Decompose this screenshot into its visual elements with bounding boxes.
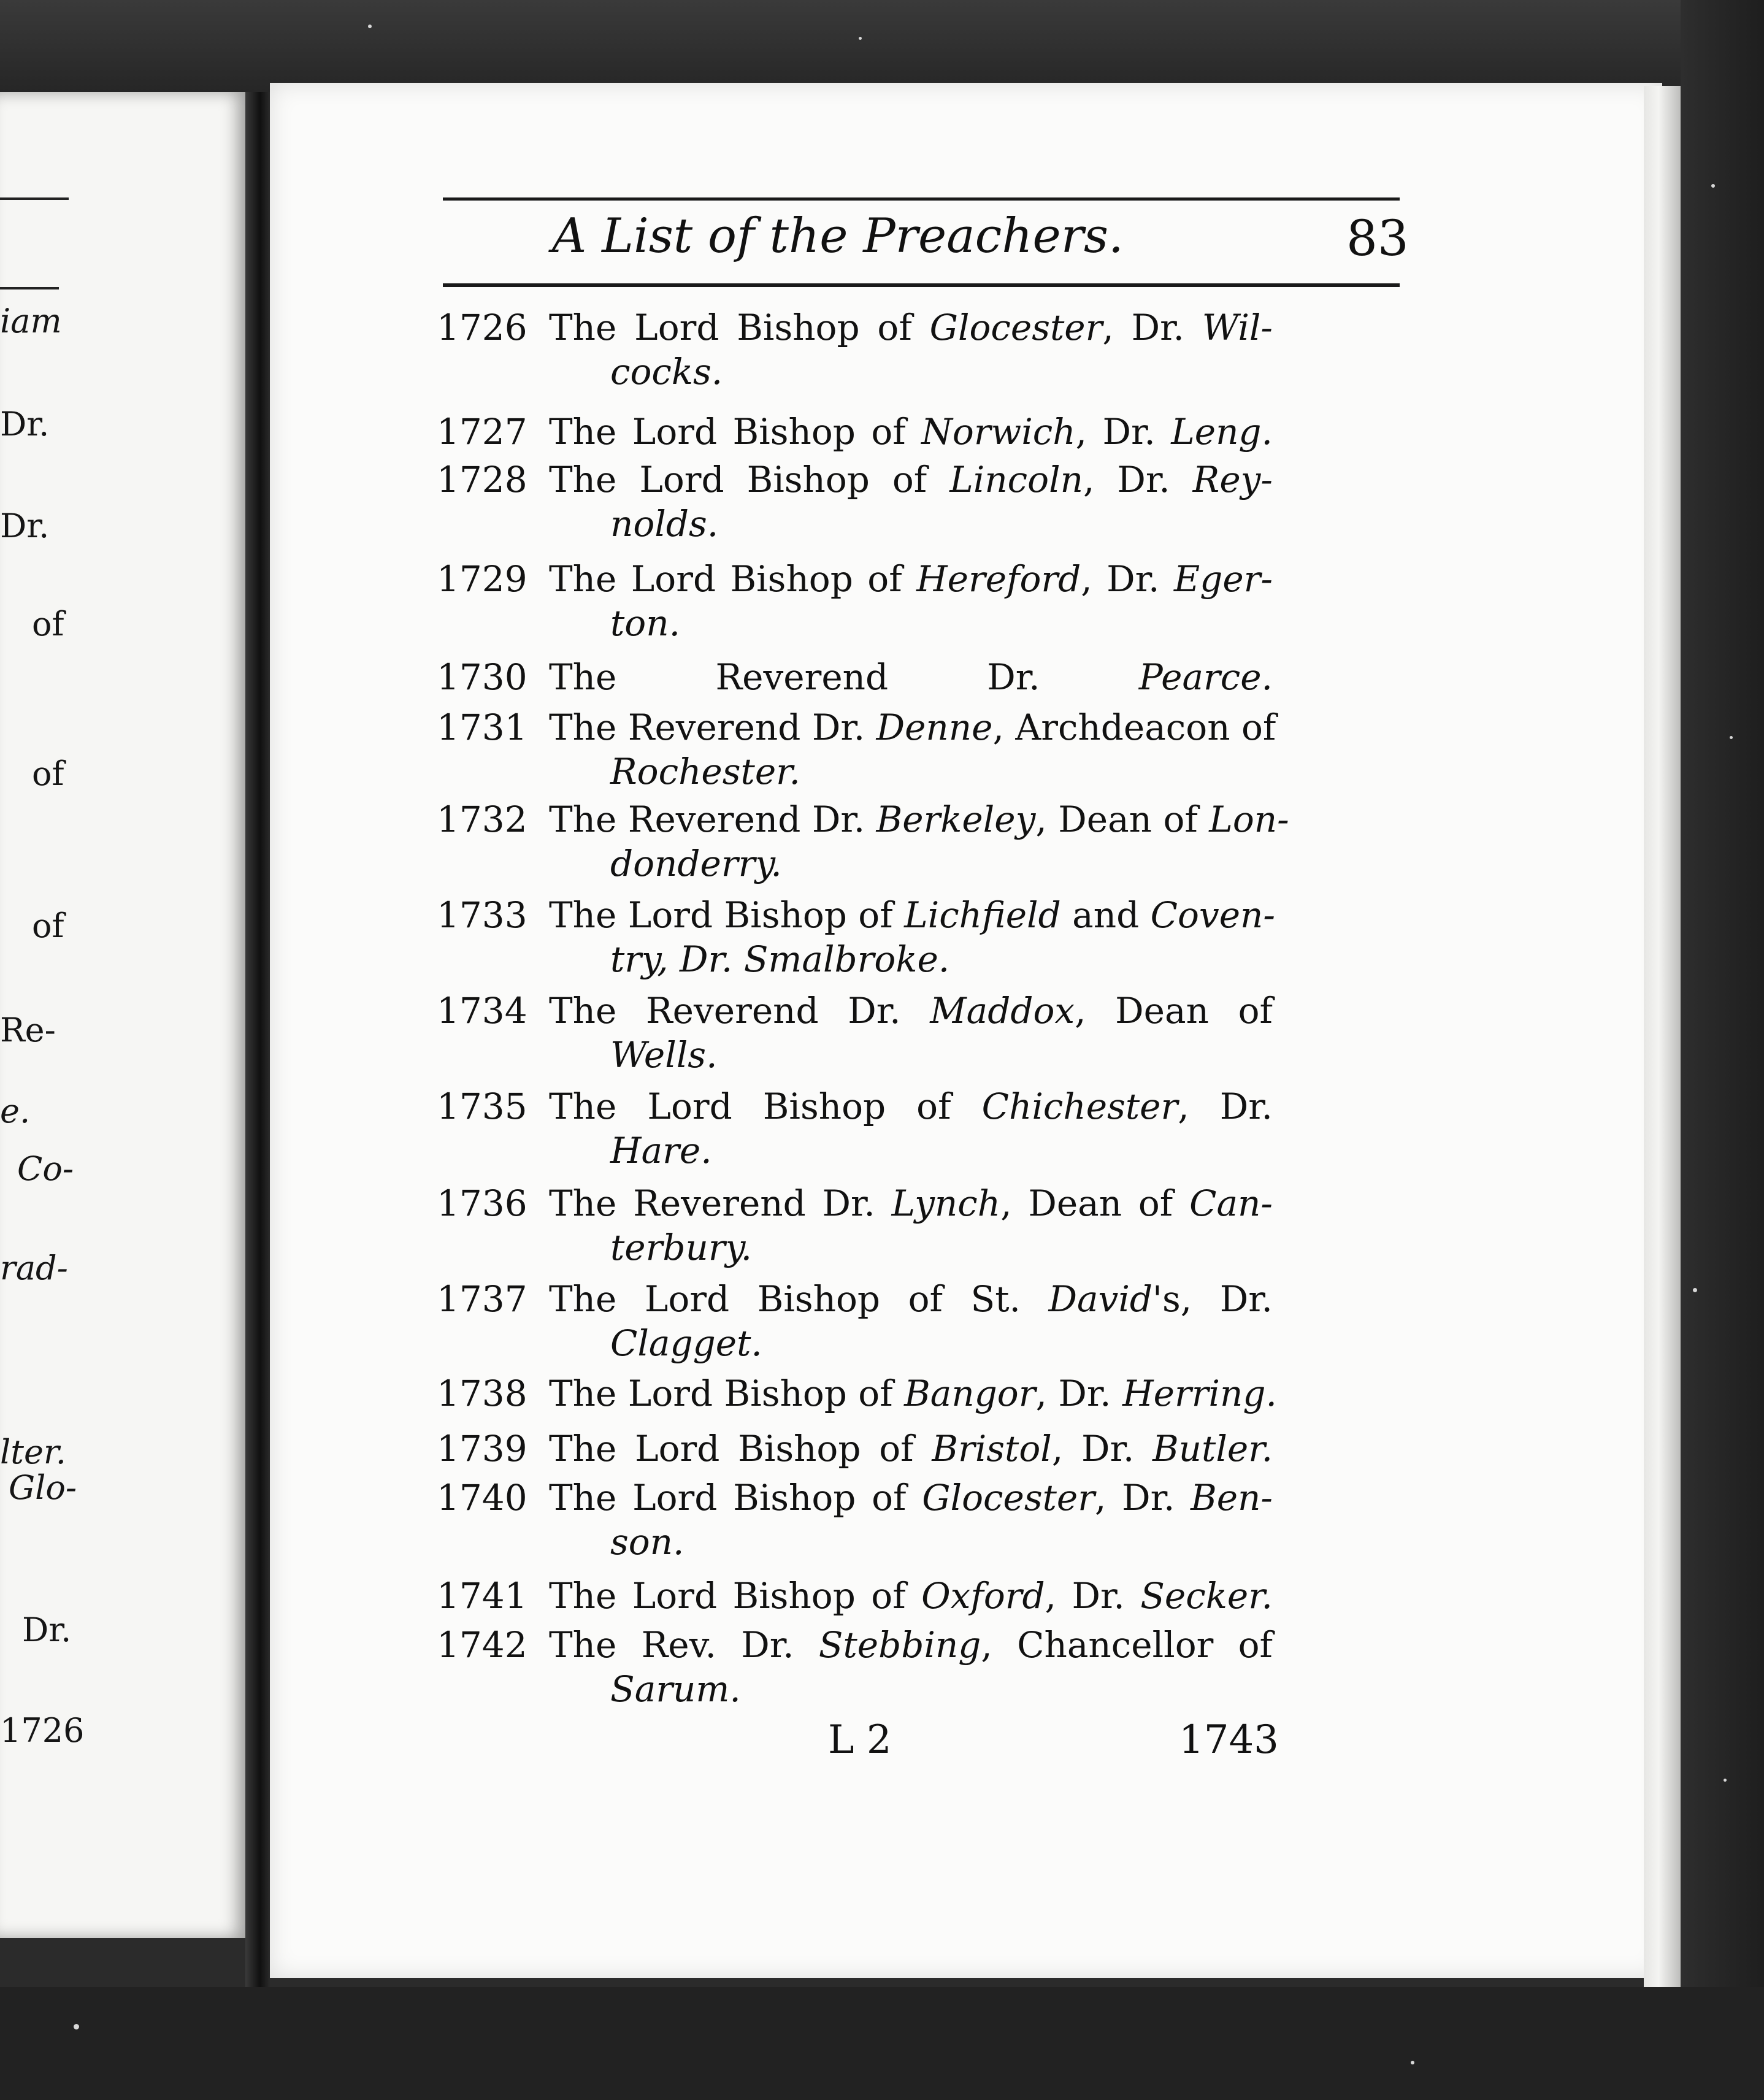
scan-border-bottom <box>0 1987 1764 2100</box>
entry-name-italic: Lincoln <box>949 459 1083 500</box>
entry-text-line <box>549 1086 1273 1127</box>
entry-year: 1732 <box>437 799 527 840</box>
entry-text-line <box>549 1278 1273 1320</box>
preacher-entry <box>0 558 1764 644</box>
left-page-fragment: Glo- <box>9 1468 77 1507</box>
entry-year: 1729 <box>437 558 527 600</box>
entry-name-italic: Hereford <box>916 558 1081 600</box>
entry-text-roman: The Lord Bishop of <box>549 411 922 453</box>
entry-text-line <box>549 1428 1273 1470</box>
entry-text-roman: , Dr. <box>1083 459 1193 500</box>
entry-name-italic: Herring. <box>1122 1373 1277 1414</box>
entry-year: 1728 <box>437 459 527 500</box>
preacher-entry <box>0 1624 1764 1710</box>
preacher-entry <box>0 307 1764 393</box>
page-number: 83 <box>1346 210 1409 267</box>
entry-text-roman: , Dr. <box>1045 1575 1141 1617</box>
entry-name-italic: Butler. <box>1152 1428 1273 1470</box>
entry-text-roman: , Dr. <box>1102 307 1202 348</box>
entry-text-roman: The Reverend Dr. <box>549 990 930 1032</box>
entry-name-italic: Wil- <box>1202 307 1273 348</box>
entry-name-italic: David <box>1048 1278 1153 1320</box>
left-page-fragment: of <box>32 754 64 793</box>
entry-continuation-line: son. <box>610 1521 685 1563</box>
left-page-fragment: Dr. <box>0 507 50 545</box>
entry-text-roman: The Lord Bishop of <box>549 307 930 348</box>
entry-year: 1730 <box>437 656 527 698</box>
entry-text-line <box>549 1373 1277 1414</box>
scan-speck <box>859 37 862 40</box>
scan-border-top <box>0 0 1764 92</box>
entry-year: 1741 <box>437 1575 527 1617</box>
scan-speck <box>1711 184 1715 188</box>
entry-name-italic: Bristol <box>932 1428 1052 1470</box>
signature-mark: L 2 <box>828 1717 892 1763</box>
entry-text-roman: The Lord Bishop of St. <box>549 1278 1049 1320</box>
scan-speck <box>1724 1779 1727 1782</box>
entry-year: 1733 <box>437 894 527 936</box>
entry-text-roman: The Lord Bishop of <box>549 558 917 600</box>
entry-text-roman: The Lord Bishop of <box>549 1428 932 1470</box>
entry-text-roman: , Dr. <box>1094 1477 1191 1519</box>
entry-text-line <box>549 459 1273 500</box>
entry-continuation-line: terbury. <box>610 1227 753 1268</box>
left-page-fragment: rad- <box>0 1249 68 1287</box>
entry-continuation-line: Hare. <box>610 1130 712 1171</box>
left-page-fragment: Re- <box>0 1011 56 1049</box>
entry-continuation-line: cocks. <box>610 351 723 393</box>
left-page-fragment: iam <box>0 302 62 340</box>
entry-name-italic: Leng. <box>1171 411 1273 453</box>
scan-speck <box>74 2024 79 2029</box>
entry-year: 1738 <box>437 1373 527 1414</box>
entry-text-roman: The Lord Bishop of <box>549 894 905 936</box>
entry-continuation-line: Wells. <box>610 1034 718 1076</box>
entry-text-line <box>549 1182 1273 1224</box>
entry-text-roman: , Dr. <box>1035 1373 1123 1414</box>
entry-name-italic: Maddox <box>930 990 1075 1032</box>
entry-text-roman: , Dr. <box>1051 1428 1153 1470</box>
entry-text-roman: The Lord Bishop of <box>549 1373 905 1414</box>
entry-year: 1739 <box>437 1428 527 1470</box>
entry-text-line <box>549 894 1273 936</box>
entry-name-italic: Rey- <box>1192 459 1273 500</box>
entry-name-italic: Denne <box>876 707 993 748</box>
entry-text-roman: 's, Dr. <box>1152 1278 1273 1320</box>
preacher-entry <box>0 1278 1764 1364</box>
entry-text-roman: The Lord Bishop of <box>549 459 950 500</box>
entry-name-italic: Stebbing <box>818 1624 981 1666</box>
entry-text-line <box>549 1575 1273 1617</box>
entry-name-italic: Coven- <box>1150 894 1275 936</box>
entry-text-roman: , Dr. <box>1081 558 1174 600</box>
left-page-rule-bottom <box>0 287 59 289</box>
left-page-fragment: of <box>32 906 64 945</box>
preacher-entry <box>0 799 1764 884</box>
entry-continuation-line: ton. <box>610 602 681 644</box>
entry-continuation-line: try, Dr. Smalbroke. <box>610 938 950 980</box>
entry-continuation-line: donderry. <box>610 843 782 884</box>
entry-name-italic: Glocester <box>929 307 1103 348</box>
entry-text-roman: , Chancellor of <box>981 1624 1273 1666</box>
entry-text-line <box>549 1624 1273 1666</box>
left-page-fragment: of <box>32 605 64 643</box>
entry-name-italic: Lynch <box>891 1182 1001 1224</box>
entry-text-roman: , Archdeacon of <box>992 707 1276 748</box>
entry-text-roman: , Dean of <box>1075 990 1273 1032</box>
entry-text-roman: The Reverend Dr. <box>549 707 876 748</box>
left-page-fragment: e. <box>0 1092 31 1130</box>
entry-year: 1735 <box>437 1086 527 1127</box>
entry-text-line <box>549 1477 1273 1519</box>
entry-name-italic: Glocester <box>922 1477 1095 1519</box>
entry-text-line <box>549 707 1276 748</box>
entry-text-roman: The Reverend Dr. <box>549 656 1139 698</box>
entry-text-roman: The Rev. Dr. <box>549 1624 819 1666</box>
left-page-fragment: Dr. <box>0 405 50 443</box>
entry-text-roman: The Lord Bishop of <box>549 1086 982 1127</box>
entry-name-italic: Lon- <box>1209 799 1289 840</box>
scan-speck <box>1411 2061 1414 2064</box>
entry-continuation-line: Clagget. <box>610 1322 762 1364</box>
left-page-fragment: 1726 <box>0 1711 85 1750</box>
entry-continuation-line: Sarum. <box>610 1668 741 1710</box>
entry-name-italic: Ben- <box>1191 1477 1273 1519</box>
entry-year: 1731 <box>437 707 527 748</box>
entry-text-line <box>549 990 1273 1032</box>
catchword: 1743 <box>1179 1717 1279 1763</box>
scan-speck <box>1693 1288 1697 1292</box>
left-page-rule-top <box>0 197 69 200</box>
scan-speck <box>368 25 372 28</box>
preacher-entry <box>0 459 1764 545</box>
entry-year: 1740 <box>437 1477 527 1519</box>
preacher-entry <box>0 894 1764 980</box>
entry-text-line <box>549 656 1273 698</box>
entry-continuation-line: nolds. <box>610 503 719 545</box>
running-header-title: A List of the Preachers. <box>552 209 1124 264</box>
left-page-fragment: Co- <box>17 1149 74 1188</box>
entry-name-italic: Pearce. <box>1138 656 1273 698</box>
left-page-fragment: Dr. <box>22 1611 72 1649</box>
entry-name-italic: Berkeley <box>876 799 1036 840</box>
entry-text-roman: The Reverend Dr. <box>549 799 876 840</box>
preacher-entry <box>0 707 1764 792</box>
entry-name-italic: Bangor <box>904 1373 1036 1414</box>
entry-text-roman: The Reverend Dr. <box>549 1182 892 1224</box>
entry-name-italic: Secker. <box>1140 1575 1273 1617</box>
entry-text-roman: , Dr. <box>1075 411 1172 453</box>
entry-text-roman: , Dean of <box>1000 1182 1190 1224</box>
left-page-fragment: lter. <box>0 1433 66 1471</box>
entry-name-italic: Oxford <box>921 1575 1045 1617</box>
entry-text-line <box>549 307 1273 348</box>
entry-name-italic: Lichfield <box>904 894 1061 936</box>
header-rule-top <box>443 197 1400 201</box>
entry-text-roman: , Dean of <box>1035 799 1210 840</box>
entry-text-roman: The Lord Bishop of <box>549 1477 922 1519</box>
entry-text-line <box>549 558 1273 600</box>
entry-year: 1727 <box>437 411 527 453</box>
entry-continuation-line: Rochester. <box>610 751 800 792</box>
entry-text-line <box>549 799 1289 840</box>
entry-text-roman: , Dr. <box>1178 1086 1273 1127</box>
preacher-entry <box>0 990 1764 1076</box>
entry-year: 1737 <box>437 1278 527 1320</box>
entry-year: 1734 <box>437 990 527 1032</box>
entry-name-italic: Eger- <box>1173 558 1273 600</box>
entry-text-line <box>549 411 1273 453</box>
entry-year: 1736 <box>437 1182 527 1224</box>
preacher-entry <box>0 1086 1764 1171</box>
entry-year: 1742 <box>437 1624 527 1666</box>
entry-name-italic: Can- <box>1189 1182 1273 1224</box>
entry-text-roman: The Lord Bishop of <box>549 1575 922 1617</box>
entry-year: 1726 <box>437 307 527 348</box>
preacher-entry <box>0 1182 1764 1268</box>
scan-speck <box>1730 736 1733 739</box>
entry-text-roman: and <box>1060 894 1151 936</box>
entry-name-italic: Chichester <box>981 1086 1178 1127</box>
preacher-entry <box>0 1477 1764 1563</box>
header-rule-bottom <box>443 283 1400 287</box>
entry-name-italic: Norwich <box>921 411 1076 453</box>
